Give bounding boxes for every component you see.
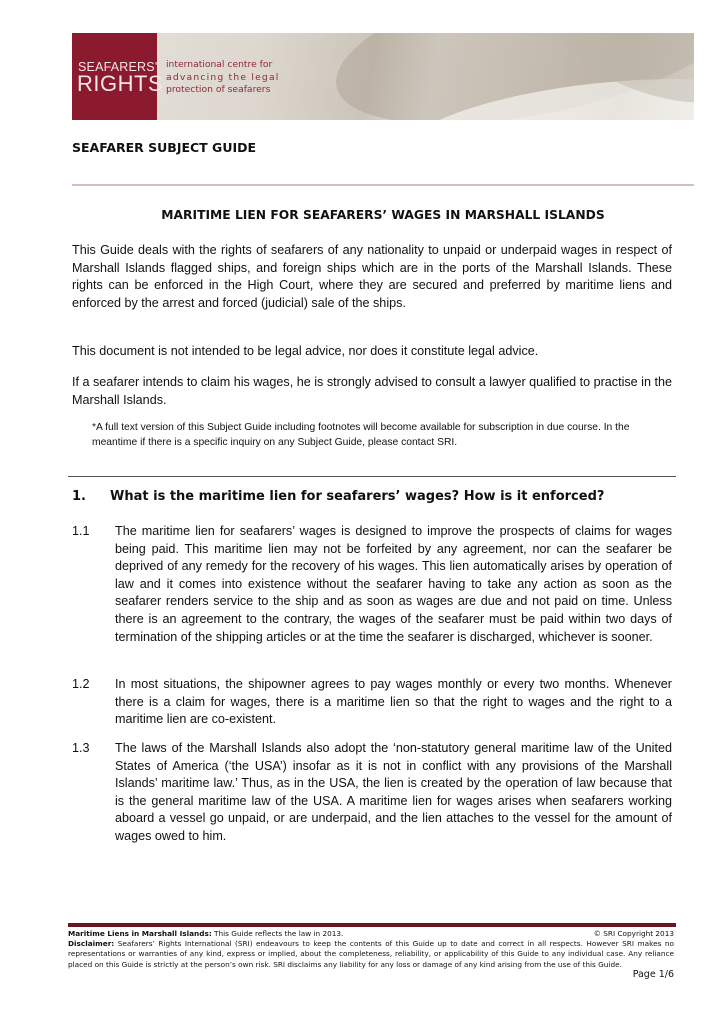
page-title: MARITIME LIEN FOR SEAFARERS’ WAGES IN MARSHALL ISLANDS xyxy=(161,208,605,222)
disclaimer-label: Disclaimer: xyxy=(68,939,115,949)
clause xyxy=(72,523,672,646)
footer-reflects: This Guide reflects the law in 2013. xyxy=(211,929,344,938)
logo-line-1: SEAFARERS' xyxy=(78,60,158,74)
section-number: 1. xyxy=(72,489,86,504)
copyright: © SRI Copyright 2013 xyxy=(593,929,674,938)
section-title: What is the maritime lien for seafarers’ wages? How is it enforced? xyxy=(110,489,605,504)
subject-label: SEAFARER SUBJECT GUIDE xyxy=(72,140,257,155)
clause xyxy=(72,740,672,846)
footer-summary xyxy=(68,929,343,939)
logo-line-2: RIGHTS xyxy=(77,71,164,96)
tagline-line: protection of seafarers xyxy=(166,84,271,95)
section-heading xyxy=(72,489,604,504)
tagline xyxy=(166,59,280,97)
disclaimer-paragraph: This document is not intended to be legal advice, nor does it constitute legal advice. xyxy=(72,344,539,358)
tagline-line: advancing the legal xyxy=(166,71,280,83)
page-number: Page 1/6 xyxy=(632,969,674,980)
tagline-line: international centre for xyxy=(166,59,273,70)
logo xyxy=(72,33,164,120)
footer-divider xyxy=(68,923,676,927)
footer-disclaimer xyxy=(68,939,674,970)
intro-paragraph: This Guide deals with the rights of seafarers of any nationality to unpaid or underpaid wages in respect of Marshall Islands flagged ships, and foreign ships which are in the ports of the Marshall Islands. These rights can be enforced in the High Court, where they are secured and preferred by maritime liens and enforced by the arrest and forced (judicial) sale of the ships. xyxy=(72,243,672,310)
footer-label: Maritime Liens in Marshall Islands: xyxy=(68,929,212,938)
advice-paragraph: If a seafarer intends to claim his wages, he is strongly advised to consult a lawyer qualified to practise in the Marshall Islands. xyxy=(72,375,672,407)
clause xyxy=(72,676,672,729)
footer xyxy=(68,929,674,970)
clause-text: The maritime lien for seafarers’ wages is designed to improve the prospects of claims for wages being paid. This maritime lien may not be forfeited by any agreement, nor can the seafarer be deprived of any remedy for the recovery of his wages. This lien automatically arises by operation of law and it comes into existence without the seafarer having to take any action as soon as the seafarer renders service to the ship and as soon as wages are due and not paid on time. Unless there is an agreement to the contrary, the wages of the seafarer must be paid within two days of termination of the shipping articles or at the time the seafarer is discharged, whichever is sooner. xyxy=(115,524,672,644)
clause-text: In most situations, the shipowner agrees to pay wages monthly or every two months. Whenever there is a claim for wages, there is a maritime lien so that the right to wages and the right to a maritime lien are co-existent. xyxy=(115,677,672,727)
clause-text: The laws of the Marshall Islands also adopt the ‘non-statutory general maritime law of the United States of America (‘the USA’) insofar as it is not in conflict with any provisions of the Marshall Islands’ maritime law.’ Thus, as in the USA, the lien is created by the operation of law because that is the general maritime law of the USA. A maritime lien for wages arises when seafarers working aboard a vessel go unpaid, or are underpaid, and the lien attaches to the vessel for the amount of wages owed to him. xyxy=(115,741,672,843)
clause-number: 1.3 xyxy=(72,741,90,755)
clause-number: 1.1 xyxy=(72,524,90,538)
footnote-note: *A full text version of this Subject Guide including footnotes will become available for subscription in due course. In the meantime if there is a specific inquiry on any Subject Guide, please contact SRI. xyxy=(92,422,630,448)
disclaimer-text: Seafarers’ Rights International (SRI) endeavours to keep the contents of this Guide up to date and correct in all respects. However SRI makes no representations or warranties of any kind, express or implied, about the completeness, reliability, or applicability of this Guide to any individual case. Any reliance placed on this Guide is strictly at the person’s own risk. SRI disclaims any liability for any loss or damage of any kind arising from the use of this Guide. xyxy=(68,939,674,969)
clause-number: 1.2 xyxy=(72,677,90,691)
header-banner xyxy=(72,33,694,120)
divider xyxy=(72,184,694,186)
divider xyxy=(68,476,676,477)
